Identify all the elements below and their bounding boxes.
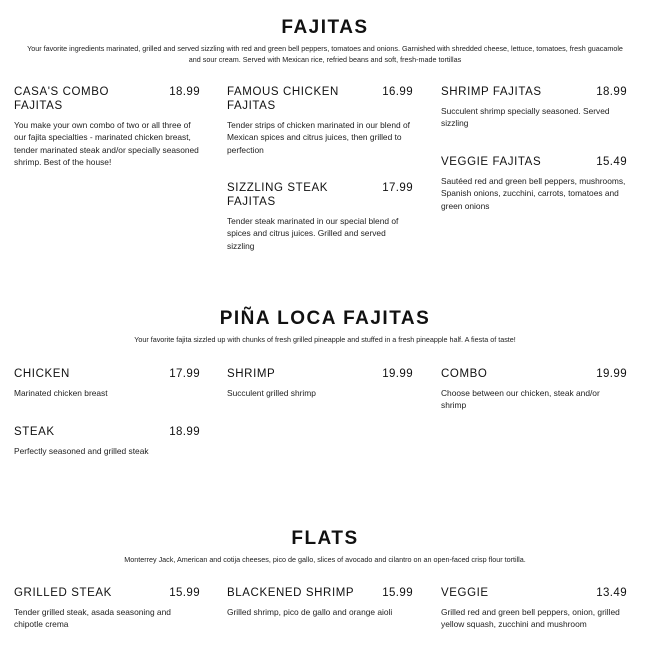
item-name: STEAK [14, 426, 55, 438]
menu-item-casas-combo-fajitas [14, 85, 200, 169]
item-price: 18.99 [596, 86, 627, 98]
item-name: CASA'S COMBO FAJITAS [14, 86, 110, 112]
item-name: SHRIMP [227, 368, 276, 380]
item-name: GRILLED STEAK [14, 587, 112, 599]
fajitas-title: FAJITAS [281, 17, 369, 38]
fajitas-section [0, 17, 650, 65]
flats-section [0, 528, 650, 565]
item-description: You make your own combo of two or all three of our fajita specialties - marinated chicken breast, tender marinated steak and/or specially seasoned shrimp. Best of the house! [14, 120, 199, 168]
flats-title: FLATS [291, 528, 359, 549]
item-price: 18.99 [169, 426, 200, 438]
menu-item-veggie-fajitas [441, 155, 627, 212]
item-description: Grilled red and green bell peppers, onion, grilled yellow squash, zucchini and mushroom [441, 607, 620, 630]
item-description: Grilled shrimp, pico de gallo and orange aioli [227, 607, 393, 617]
fajitas-description: Your favorite ingredients marinated, grilled and served sizzling with red and green bell peppers, tomatoes and onions. Garnished with shredded cheese, lettuce, tomatoes, fresh guacamole and sour cream. Served with Mexican rice, refried beans and soft, fresh-made tortillas [27, 44, 623, 64]
item-description: Sautéed red and green bell peppers, mushrooms, Spanish onions, zucchini, carrots, tomatoes and green onions [441, 176, 626, 211]
item-name: CHICKEN [14, 368, 70, 380]
item-name: COMBO [441, 368, 488, 380]
item-name: SHRIMP FAJITAS [441, 86, 542, 98]
item-description: Marinated chicken breast [14, 388, 108, 398]
item-description: Tender grilled steak, asada seasoning and chipotle crema [14, 607, 171, 630]
item-description: Succulent shrimp specially seasoned. Served sizzling [441, 106, 610, 129]
item-price: 15.49 [596, 156, 627, 168]
menu-item-shrimp-fajitas [441, 85, 627, 130]
item-name: FAMOUS CHICKEN FAJITAS [227, 86, 339, 112]
item-price: 15.99 [169, 587, 200, 599]
menu-item-sizzling-steak-fajitas [227, 181, 413, 252]
item-price: 15.99 [382, 587, 413, 599]
menu-item-famous-chicken-fajitas [227, 85, 413, 156]
menu-item-shrimp [227, 367, 413, 399]
pina-loca-description: Your favorite fajita sizzled up with chunks of fresh grilled pineapple and stuffed in a fresh pineapple half. A fiesta of taste! [134, 335, 516, 344]
item-price: 13.49 [596, 587, 627, 599]
item-description: Choose between our chicken, steak and/or shrimp [441, 388, 600, 411]
menu-item-blackened-shrimp [227, 586, 413, 618]
flats-description: Monterrey Jack, American and cotija cheeses, pico de gallo, slices of avocado and cilantro on an open-faced crisp flour tortilla. [124, 555, 526, 564]
item-name: BLACKENED SHRIMP [227, 587, 355, 599]
menu-item-grilled-steak [14, 586, 200, 631]
item-price: 16.99 [382, 86, 413, 98]
item-price: 19.99 [382, 368, 413, 380]
item-description: Succulent grilled shrimp [227, 388, 316, 398]
menu-item-steak [14, 425, 200, 457]
menu-item-combo [441, 367, 627, 412]
item-price: 18.99 [169, 86, 200, 98]
item-name: SIZZLING STEAK FAJITAS [227, 182, 329, 208]
item-name: VEGGIE [441, 587, 489, 599]
item-description: Tender steak marinated in our special blend of spices and citrus juices. Grilled and served sizzling [227, 216, 399, 251]
pina-loca-section [0, 308, 650, 345]
item-price: 17.99 [169, 368, 200, 380]
item-description: Tender strips of chicken marinated in our blend of Mexican spices and citrus juices, then grilled to perfection [227, 120, 410, 155]
item-price: 19.99 [596, 368, 627, 380]
item-price: 17.99 [382, 182, 413, 194]
item-name: VEGGIE FAJITAS [441, 156, 542, 168]
pina-loca-title: PIÑA LOCA FAJITAS [219, 308, 431, 329]
menu-item-chicken [14, 367, 200, 399]
item-description: Perfectly seasoned and grilled steak [14, 446, 149, 456]
menu-item-veggie [441, 586, 627, 631]
